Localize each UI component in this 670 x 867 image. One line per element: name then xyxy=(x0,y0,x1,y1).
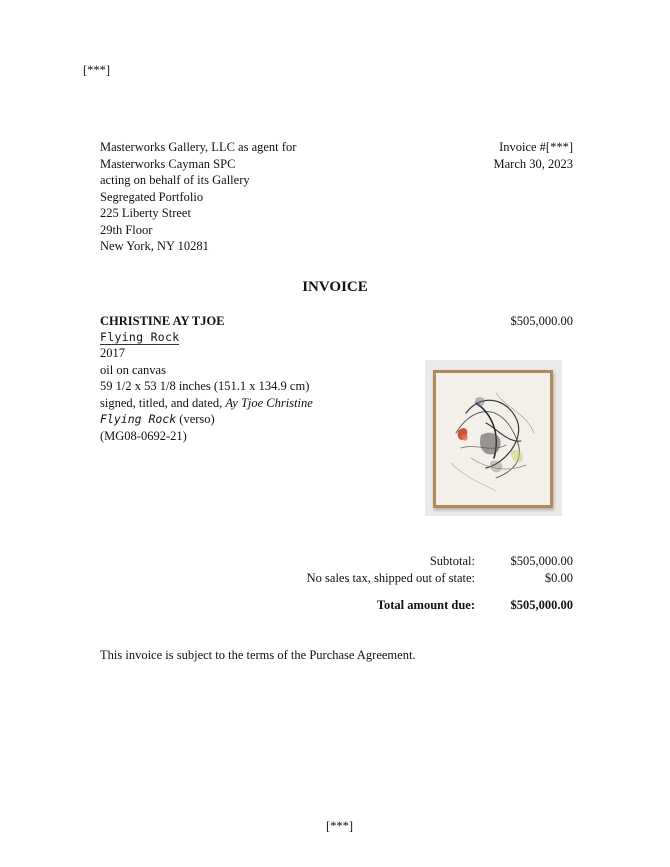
subtotal-value: $505,000.00 xyxy=(510,554,573,568)
inscription-prefix: signed, titled, and dated, xyxy=(100,395,226,410)
item-price: $505,000.00 xyxy=(510,314,573,328)
subtotal-label: Subtotal: xyxy=(429,554,475,568)
artwork-frame xyxy=(433,370,553,508)
total-label: Total amount due: xyxy=(376,598,475,612)
abstract-painting-icon xyxy=(436,373,550,505)
subtotal-row xyxy=(200,553,573,570)
address-line: Masterworks Cayman SPC xyxy=(100,156,236,171)
address-line: Masterworks Gallery, LLC as agent for xyxy=(100,140,297,154)
tax-label: No sales tax, shipped out of state: xyxy=(306,570,475,585)
artwork-inscription xyxy=(100,395,313,412)
artwork-title xyxy=(100,329,179,346)
terms-text: This invoice is subject to the terms of the Purchase Agreement. xyxy=(100,648,416,662)
tax-value: $0.00 xyxy=(544,570,573,585)
inscription-title: Flying Rock xyxy=(100,412,177,426)
artwork-inscription-cont xyxy=(100,411,313,428)
inscription-suffix: (verso) xyxy=(176,412,215,426)
address-line: New York, NY 10281 xyxy=(100,239,209,253)
footer-redaction-mark: [***] xyxy=(326,819,354,833)
total-value: $505,000.00 xyxy=(510,598,573,612)
document-title: INVOICE xyxy=(302,279,368,295)
inscription-signature: Ay Tjoe Christine xyxy=(225,395,313,410)
address-line: 29th Floor xyxy=(100,222,153,237)
artwork-reference: (MG08-0692-21) xyxy=(100,428,187,443)
artwork-canvas xyxy=(436,373,550,505)
totals-block xyxy=(200,553,573,614)
artwork-medium: oil on canvas xyxy=(100,362,166,377)
artwork-image xyxy=(425,360,562,516)
artwork-year: 2017 xyxy=(100,346,125,360)
address-line: 225 Liberty Street xyxy=(100,206,191,220)
header-redaction-mark: [***] xyxy=(83,63,111,77)
invoice-meta xyxy=(494,139,574,172)
artist-name: CHRISTINE AY TJOE xyxy=(100,314,225,328)
artwork-dimensions: 59 1/2 x 53 1/8 inches (151.1 x 134.9 cm) xyxy=(100,379,310,393)
address-line: acting on behalf of its Gallery xyxy=(100,173,250,187)
artwork-title-text: Flying Rock xyxy=(100,330,180,344)
sender-address xyxy=(100,139,296,255)
invoice-number: Invoice #[***] xyxy=(499,140,573,154)
tax-row xyxy=(200,570,573,587)
invoice-date: March 30, 2023 xyxy=(493,156,573,171)
address-line: Segregated Portfolio xyxy=(100,189,204,204)
artwork-details xyxy=(100,345,313,444)
total-row xyxy=(200,597,573,614)
